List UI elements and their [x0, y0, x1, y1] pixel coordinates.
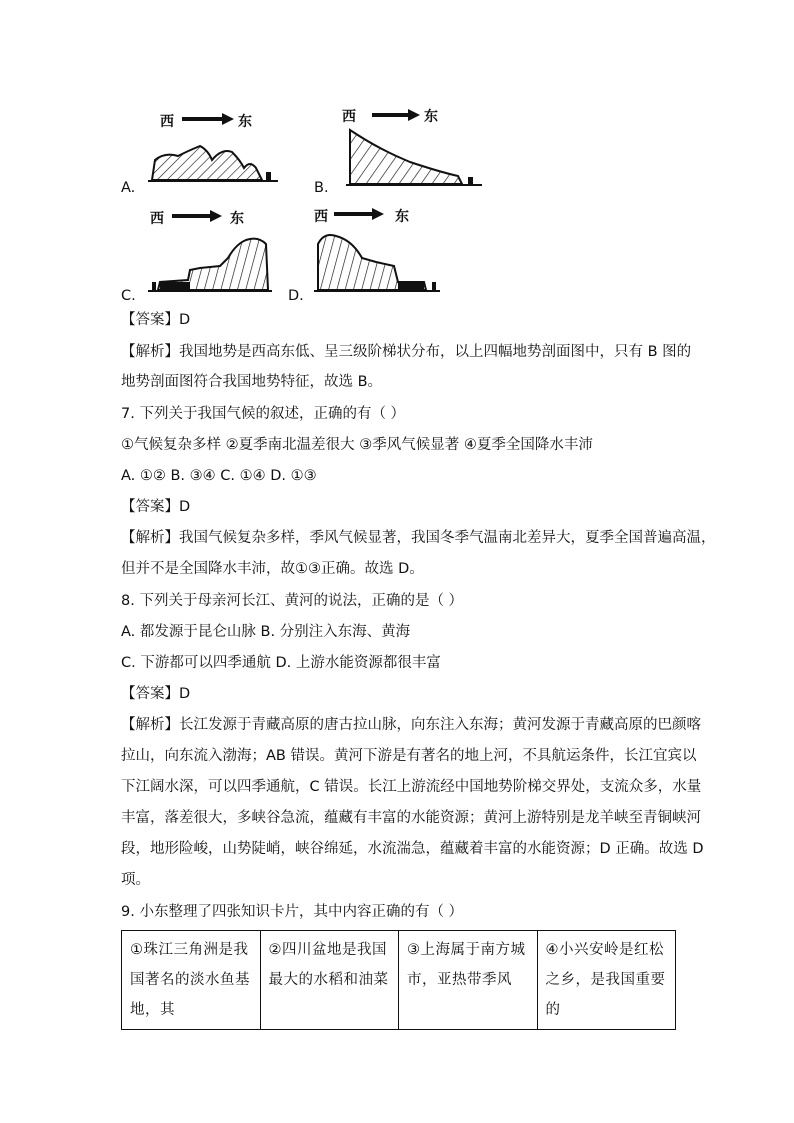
q7-analysis-line1: 【解析】我国气候复杂多样，季风气候显著，我国冬季气温南北差异大，夏季全国普遍高温， [121, 530, 716, 546]
west-label-a: 西 [160, 114, 174, 130]
q7-options: A. ①② B. ③④ C. ①④ D. ①③ [121, 468, 317, 484]
east-label-a: 东 [238, 114, 252, 130]
q8-analysis-line6: 项。 [121, 872, 150, 888]
card-2-text: ②四川盆地是我国最大的水稻和油菜 [268, 942, 389, 988]
east-label-c: 东 [230, 211, 244, 227]
card-1-text: ①珠江三角洲是我国著名的淡水鱼基地，其 [130, 942, 250, 1018]
terrain-profiles [0, 0, 794, 310]
west-label-b: 西 [342, 109, 356, 125]
q7-answer: 【答案】D [121, 499, 191, 515]
q6-analysis-line2: 地势剖面图符合我国地势特征，故选 B。 [121, 374, 383, 390]
card-3-text: ③上海属于南方城市，亚热带季风 [407, 942, 526, 988]
figure-label-b: B. [314, 180, 329, 196]
q8-analysis-line5: 段，地形险峻，山势陡峭，峡谷绵延，水流湍急，蕴藏着丰富的水能资源；D 正确。故选 D [121, 841, 704, 857]
q8-analysis-line2: 拉山，向东流入渤海；AB 错误。黄河下游是有著名的地上河，不具航运条件，长江宜宾以 [121, 748, 697, 764]
q8-analysis-line4: 丰富，落差很大，多峡谷急流，蕴藏有丰富的水能资源；黄河上游特别是龙羊峡至青铜峡河 [121, 810, 701, 826]
figure-label-d: D. [288, 288, 304, 304]
east-label-b: 东 [424, 109, 438, 125]
profile-b [346, 109, 482, 185]
figure-label-a: A. [121, 180, 136, 196]
west-label-c: 西 [150, 211, 164, 227]
west-label-d: 西 [314, 209, 328, 225]
q9-stem: 9. 小东整理了四张知识卡片，其中内容正确的有（ ） [121, 904, 464, 920]
q8-analysis-line1: 【解析】长江发源于青藏高原的唐古拉山脉，向东注入东海；黄河发源于青藏高原的巴颜喀 [121, 717, 701, 733]
q7-items: ①气候复杂多样 ②夏季南北温差很大 ③季风气候显著 ④夏季全国降水丰沛 [121, 437, 593, 453]
east-label-d: 东 [395, 209, 409, 225]
q7-stem: 7. 下列关于我国气候的叙述，正确的有（ ） [121, 406, 406, 422]
q8-analysis-line3: 下江阔水深，可以四季通航，C 错误。长江上游流经中国地势阶梯交界处，支流众多，水量 [121, 779, 702, 795]
q8-answer: 【答案】D [121, 686, 191, 702]
card-1 [122, 931, 261, 1030]
card-2 [260, 931, 399, 1030]
profile-c [148, 210, 272, 291]
profile-d [314, 208, 440, 291]
q6-answer: 【答案】D [121, 312, 191, 328]
q8-options-line2: C. 下游都可以四季通航 D. 上游水能资源都很丰富 [121, 655, 441, 671]
card-3 [399, 931, 538, 1030]
knowledge-cards-table [121, 930, 676, 1030]
q7-analysis-line2: 但并不是全国降水丰沛，故①③正确。故选 D。 [121, 561, 424, 577]
card-4 [537, 931, 676, 1030]
q8-options-line1: A. 都发源于昆仑山脉 B. 分别注入东海、黄海 [121, 624, 411, 640]
q8-stem: 8. 下列关于母亲河长江、黄河的说法，正确的是（ ） [121, 593, 464, 609]
q6-analysis-line1: 【解析】我国地势是西高东低、呈三级阶梯状分布，以上四幅地势剖面图中，只有 B 图的 [121, 344, 692, 360]
figure-label-c: C. [121, 288, 136, 304]
card-4-text: ④小兴安岭是红松之乡，是我国重要的 [545, 942, 666, 1018]
